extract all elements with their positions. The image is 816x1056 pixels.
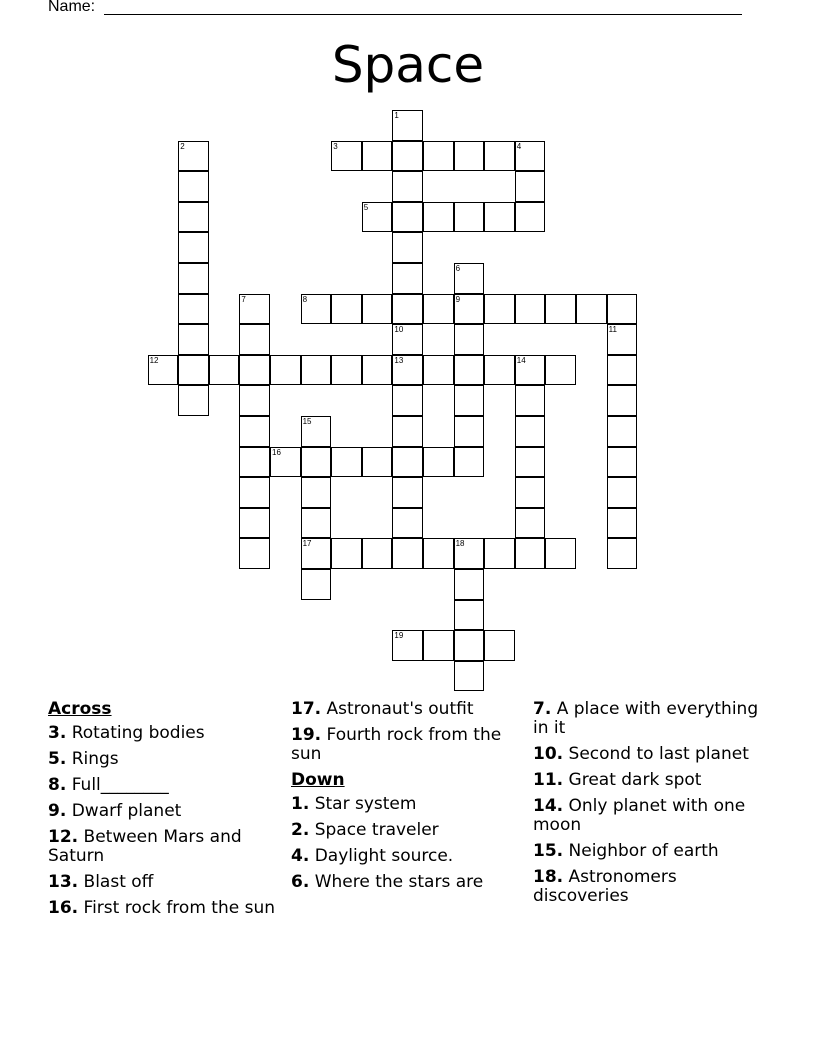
clue-number: 4	[516, 141, 522, 151]
grid-cell[interactable]	[515, 294, 546, 325]
clue-down-7: 7. A place with everything in it	[533, 699, 759, 738]
grid-cell[interactable]	[239, 385, 270, 416]
grid-cell[interactable]	[607, 538, 638, 569]
grid-cell[interactable]	[239, 508, 270, 539]
grid-cell[interactable]	[178, 294, 209, 325]
grid-cell[interactable]	[454, 294, 485, 325]
clue-number: 9	[455, 294, 461, 304]
grid-cell[interactable]	[607, 294, 638, 325]
clue-number: 19	[394, 631, 404, 641]
grid-cell[interactable]	[392, 294, 423, 325]
grid-cell[interactable]	[392, 477, 423, 508]
grid-cell[interactable]	[607, 355, 638, 386]
grid-cell[interactable]	[454, 416, 485, 447]
clue-across-19: 19. Fourth rock from the sun	[291, 725, 502, 764]
grid-cell[interactable]	[301, 294, 332, 325]
grid-cell[interactable]	[423, 355, 454, 386]
grid-cell[interactable]	[454, 569, 485, 600]
clue-down-18: 18. Astronomers discoveries	[533, 867, 677, 906]
grid-cell[interactable]	[362, 538, 393, 569]
clue-number: 17	[302, 539, 312, 549]
clue-across-8: 8. Full________	[48, 775, 169, 795]
grid-cell[interactable]	[301, 508, 332, 539]
grid-cell[interactable]	[454, 385, 485, 416]
grid-cell[interactable]	[484, 355, 515, 386]
grid-cell[interactable]	[607, 477, 638, 508]
grid-cell[interactable]	[484, 141, 515, 172]
clue-number: 13	[394, 355, 404, 365]
clue-down-14: 14. Only planet with one moon	[533, 796, 746, 835]
grid-cell[interactable]	[392, 324, 423, 355]
clue-across-9: 9. Dwarf planet	[48, 801, 182, 821]
clue-number: 1	[394, 111, 399, 120]
clue-number: 2	[180, 141, 185, 151]
grid-cell[interactable]	[362, 294, 393, 325]
grid-cell[interactable]	[392, 110, 423, 141]
clue-down-4: 4. Daylight source.	[291, 846, 454, 866]
grid-cell[interactable]	[362, 355, 393, 386]
grid-cell[interactable]	[423, 202, 454, 233]
grid-cell[interactable]	[392, 538, 423, 569]
grid-cell[interactable]	[301, 447, 332, 478]
grid-cell[interactable]	[392, 355, 423, 386]
grid-cell[interactable]	[148, 355, 179, 386]
grid-cell[interactable]	[484, 294, 515, 325]
grid-cell[interactable]	[576, 294, 607, 325]
grid-cell[interactable]	[209, 355, 240, 386]
grid-cell[interactable]	[454, 630, 485, 661]
grid-cell[interactable]	[423, 538, 454, 569]
clue-number: 8	[302, 294, 308, 304]
grid-cell[interactable]	[454, 447, 485, 478]
clue-column-3	[533, 700, 765, 913]
grid-cell[interactable]	[362, 141, 393, 172]
grid-cell[interactable]	[392, 447, 423, 478]
grid-cell[interactable]	[423, 141, 454, 172]
grid-cell[interactable]	[484, 202, 515, 233]
clue-down-1: 1. Star system	[291, 794, 417, 814]
clue-down-2: 2. Space traveler	[291, 820, 439, 840]
clue-down-6: 6. Where the stars are	[291, 872, 484, 892]
grid-cell[interactable]	[178, 232, 209, 263]
grid-cell[interactable]	[239, 447, 270, 478]
clue-number: 11	[608, 325, 617, 335]
grid-cell[interactable]	[392, 141, 423, 172]
clue-number: 15	[302, 417, 312, 426]
grid-cell[interactable]	[331, 538, 362, 569]
grid-cell[interactable]	[515, 508, 546, 539]
grid-cell[interactable]	[362, 202, 393, 233]
grid-cell[interactable]	[423, 294, 454, 325]
down-header: Down	[291, 770, 345, 790]
grid-cell[interactable]	[362, 447, 393, 478]
grid-cell[interactable]	[454, 202, 485, 233]
grid-cell[interactable]	[239, 324, 270, 355]
clue-across-12: 12. Between Mars and Saturn	[48, 827, 242, 866]
grid-cell[interactable]	[178, 355, 209, 386]
grid-cell[interactable]	[515, 141, 546, 172]
clue-number: 5	[363, 202, 369, 212]
grid-cell[interactable]	[239, 355, 270, 386]
page-title: Space	[331, 36, 485, 94]
grid-cell[interactable]	[423, 630, 454, 661]
grid-cell[interactable]	[607, 416, 638, 447]
clue-number: 16	[272, 447, 281, 457]
grid-cell[interactable]	[178, 385, 209, 416]
grid-cell[interactable]	[515, 416, 546, 447]
clue-number: 12	[149, 355, 159, 365]
grid-cell[interactable]	[392, 416, 423, 447]
grid-cell[interactable]	[454, 600, 485, 631]
grid-cell[interactable]	[484, 538, 515, 569]
clue-down-11: 11. Great dark spot	[533, 770, 702, 790]
grid-cell[interactable]	[392, 171, 423, 202]
grid-cell[interactable]	[301, 477, 332, 508]
grid-cell[interactable]	[423, 447, 454, 478]
grid-cell[interactable]	[545, 294, 576, 325]
grid-cell[interactable]	[178, 141, 209, 172]
clue-down-15: 15. Neighbor of earth	[533, 841, 719, 861]
clue-number: 14	[516, 355, 526, 365]
grid-cell[interactable]	[331, 355, 362, 386]
grid-cell[interactable]	[239, 538, 270, 569]
clue-down-10: 10. Second to last planet	[533, 744, 749, 764]
grid-cell[interactable]	[454, 355, 485, 386]
grid-cell[interactable]	[515, 355, 546, 386]
grid-cell[interactable]	[515, 447, 546, 478]
grid-cell[interactable]	[392, 202, 423, 233]
grid-cell[interactable]	[515, 385, 546, 416]
grid-cell[interactable]	[607, 324, 638, 355]
clue-number: 3	[333, 141, 338, 151]
grid-cell[interactable]	[331, 447, 362, 478]
grid-cell[interactable]	[392, 630, 423, 661]
grid-cell[interactable]	[515, 202, 546, 233]
grid-cell[interactable]	[392, 385, 423, 416]
grid-cell[interactable]	[301, 416, 332, 447]
grid-cell[interactable]	[392, 263, 423, 294]
grid-cell[interactable]	[454, 263, 485, 294]
clue-column-2	[291, 700, 523, 899]
grid-cell[interactable]	[607, 447, 638, 478]
grid-cell[interactable]	[484, 630, 515, 661]
grid-cell[interactable]	[178, 263, 209, 294]
grid-cell[interactable]	[607, 385, 638, 416]
grid-cell[interactable]	[178, 171, 209, 202]
grid-cell[interactable]	[607, 508, 638, 539]
grid-cell[interactable]	[270, 355, 301, 386]
clue-number: 7	[241, 294, 246, 304]
grid-cell[interactable]	[454, 661, 485, 692]
grid-cell[interactable]	[545, 538, 576, 569]
clue-number: 18	[455, 539, 465, 549]
clue-across-17: 17. Astronaut's outfit	[291, 699, 474, 719]
clue-across-5: 5. Rings	[48, 749, 119, 769]
across-header: Across	[48, 699, 112, 719]
grid-cell[interactable]	[178, 202, 209, 233]
grid-cell[interactable]	[515, 477, 546, 508]
grid-cell[interactable]	[515, 171, 546, 202]
clue-across-3: 3. Rotating bodies	[48, 723, 205, 743]
grid-cell[interactable]	[454, 324, 485, 355]
grid-cell[interactable]	[239, 294, 270, 325]
clue-across-16: 16. First rock from the sun	[48, 898, 275, 918]
grid-cell[interactable]	[515, 538, 546, 569]
clue-column-1	[48, 700, 280, 925]
grid-cell[interactable]	[392, 232, 423, 263]
clue-across-13: 13. Blast off	[48, 872, 154, 892]
grid-cell[interactable]	[454, 538, 485, 569]
grid-cell[interactable]	[392, 508, 423, 539]
grid-cell[interactable]	[331, 294, 362, 325]
grid-cell[interactable]	[239, 477, 270, 508]
grid-cell[interactable]	[301, 355, 332, 386]
grid-cell[interactable]	[331, 141, 362, 172]
grid-cell[interactable]	[301, 538, 332, 569]
grid-cell[interactable]	[301, 569, 332, 600]
grid-cell[interactable]	[270, 447, 301, 478]
clue-number: 6	[455, 264, 461, 273]
clue-number: 10	[394, 325, 404, 335]
grid-cell[interactable]	[454, 141, 485, 172]
grid-cell[interactable]	[239, 416, 270, 447]
grid-cell[interactable]	[178, 324, 209, 355]
name-label: Name:	[48, 0, 96, 15]
grid-cell[interactable]	[545, 355, 576, 386]
